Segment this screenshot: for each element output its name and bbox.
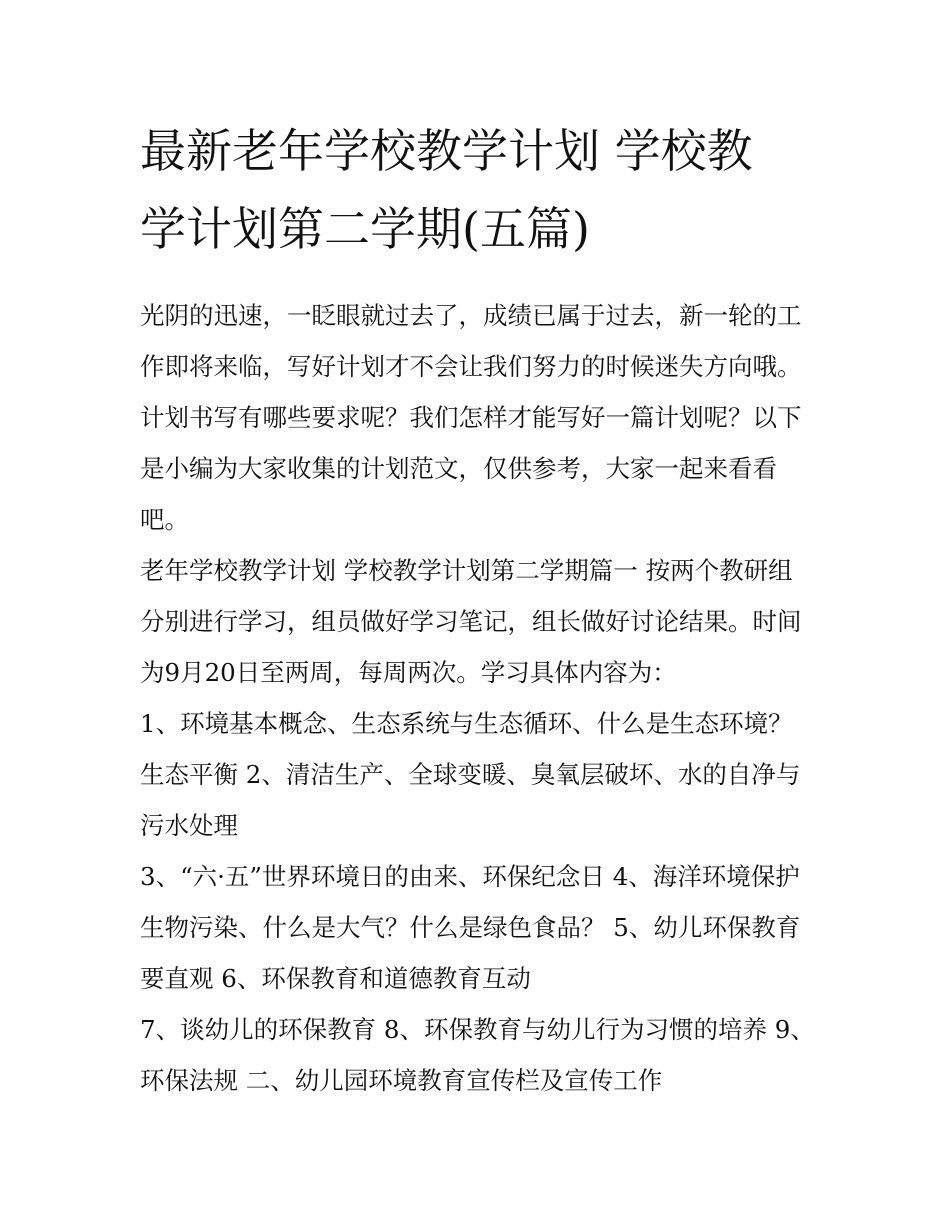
text-line: 要直观 6、环保教育和道德教育互动 [140,964,531,993]
text-line: 光阴的迅速，一眨眼就过去了，成绩已属于过去，新一轮的工 [140,301,802,330]
text-line: 作即将来临，写好计划才不会让我们努力的时候迷失方向哦。 [140,352,802,381]
paragraph-section-one [140,545,820,698]
text-line: 老年学校教学计划 学校教学计划第二学期篇一 按两个教研组 [140,556,793,585]
text-line: 分别进行学习，组员做好学习笔记，组长做好讨论结果。时间 [140,607,802,636]
paragraph-list-3 [140,851,820,1004]
text-line: 1、环境基本概念、生态系统与生态循环、什么是生态环境？ [140,709,793,738]
document-body [140,290,820,1106]
paragraph-list-1 [140,698,820,851]
text-line: 是小编为大家收集的计划范文，仅供参考，大家一起来看看 [140,454,777,483]
text-line: 3、“六·五”世界环境日的由来、环保纪念日 4、海洋环境保护 [140,862,800,891]
text-line: 为9月20日至两周，每周两次。学习具体内容为： [140,658,677,687]
paragraph-list-7 [140,1004,820,1106]
text-line: 7、谈幼儿的环保教育 8、环保教育与幼儿行为习惯的培养 9、 [140,1015,815,1044]
title-line: 学计划第二学期(五篇) [140,202,590,256]
document-page [140,112,820,1106]
text-line: 生态平衡 2、清洁生产、全球变暖、臭氧层破坏、水的自净与 [140,760,801,789]
text-line: 吧。 [140,505,189,534]
paragraph-intro [140,290,820,545]
text-line: 生物污染、什么是大气？什么是绿色食品？ 5、幼儿环保教育 [140,913,801,942]
text-line: 污水处理 [140,811,238,840]
document-title [140,112,820,268]
title-line: 最新老年学校教学计划 学校教 [140,124,753,178]
text-line: 计划书写有哪些要求呢？我们怎样才能写好一篇计划呢？以下 [140,403,802,432]
text-line: 环保法规 二、幼儿园环境教育宣传栏及宣传工作 [140,1066,663,1095]
